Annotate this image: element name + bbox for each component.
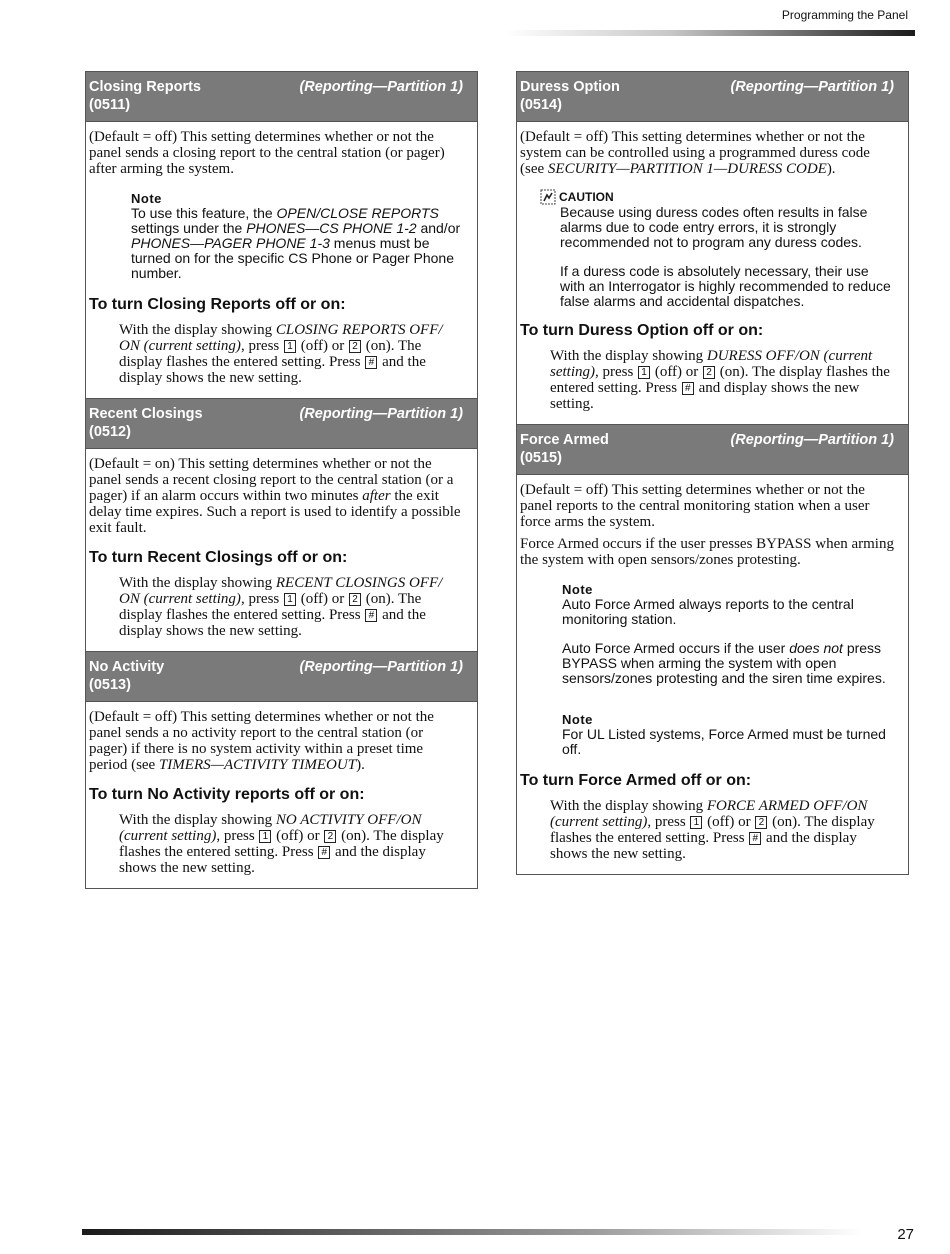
description: (Default = off) This setting determines whether or not the panel sends a no activity report to the central station (or pager) if there is no system activity within a preset time period (see TIMERS—ACTIVITY TIMEOUT). [89,709,434,773]
instruction-heading: To turn Duress Option off or on: [520,322,764,339]
instruction-heading: To turn Recent Closings off or on: [89,549,348,566]
section-code: (0511) [89,97,131,113]
section-code: (0514) [520,97,562,113]
section-title: Closing Reports [89,79,201,95]
left-column [85,71,478,889]
section-header [517,424,908,474]
section-header [86,651,477,701]
caution-text-1: Because using duress codes often results in false alarms due to code entry errors, it is strongly recommended not to program any duress codes. [560,204,868,250]
caution-label: CAUTION [559,190,614,204]
key-hash-icon: # [318,846,330,859]
key-hash-icon: # [749,832,761,845]
caution-box [540,189,896,309]
instruction-heading: To turn Closing Reports off or on: [89,296,346,313]
description: (Default = off) This setting determines whether or not the panel sends a closing report to the central station (or pager) after arming the system. [89,129,445,177]
key-2-icon: 2 [349,593,361,606]
section-partition: (Reporting—Partition 1) [299,406,463,422]
caution-hand-icon [540,189,556,205]
note-label: Note [131,191,162,206]
instruction-text: With the display showing FORCE ARMED OFF/ON (current setting), press 1 (off) or 2 (on). The display flashes the entered setting. Press # and the display shows the new setting. [550,798,875,862]
footer-gradient-bar [82,1229,862,1235]
key-1-icon: 1 [638,366,650,379]
key-2-icon: 2 [755,816,767,829]
key-1-icon: 1 [284,593,296,606]
section-recent-closings [86,398,477,651]
key-2-icon: 2 [324,830,336,843]
section-title: No Activity [89,659,165,675]
instruction-heading: To turn No Activity reports off or on: [89,786,365,803]
section-title: Duress Option [520,79,620,95]
key-hash-icon: # [365,356,377,369]
section-title: Force Armed [520,432,609,448]
header-gradient-bar [505,30,915,36]
description: (Default = on) This setting determines whether or not the panel sends a recent closing report to the central station (or a pager) if an alarm occurs within two minutes after the exit delay time expires. Such a report is used to identify a possible exit fault. [89,456,461,536]
section-no-activity [86,651,477,888]
instruction-text: With the display showing NO ACTIVITY OFF/ON (current setting), press 1 (off) or 2 (on). The display flashes the entered setting. Press # and the display shows the new setting. [119,812,444,876]
section-partition: (Reporting—Partition 1) [299,659,463,675]
section-partition: (Reporting—Partition 1) [299,79,463,95]
instruction-heading: To turn Force Armed off or on: [520,772,752,789]
note-label: Note [562,582,593,597]
section-code: (0515) [520,450,562,466]
section-body [86,121,477,398]
instruction-text: With the display showing CLOSING REPORTS OFF/ ON (current setting), press 1 (off) or 2 (on). The display flashes the entered setting. Press # and the display shows the new setting. [119,322,443,386]
note-box-2 [562,712,896,757]
section-code: (0512) [89,424,131,440]
section-body [517,474,908,874]
key-2-icon: 2 [349,340,361,353]
note-label: Note [562,712,593,727]
description: (Default = off) This setting determines whether or not the panel reports to the central monitoring station when a user force arms the system. [520,482,870,530]
right-column [516,71,909,875]
page-number: 27 [897,1226,914,1243]
note-text: For UL Listed systems, Force Armed must be turned off. [562,726,886,757]
key-1-icon: 1 [284,340,296,353]
note-box [131,191,465,281]
key-1-icon: 1 [259,830,271,843]
note-text-2: Auto Force Armed occurs if the user does not press BYPASS when arming the system with open sensors/zones protesting and the siren time expires. [562,640,886,686]
note-box-1 [562,582,896,686]
section-body [86,701,477,888]
key-hash-icon: # [365,609,377,622]
section-code: (0513) [89,677,131,693]
section-body [517,121,908,424]
section-closing-reports [86,72,477,398]
section-body [86,448,477,651]
running-header: Programming the Panel [781,8,908,22]
section-title: Recent Closings [89,406,203,422]
section-header [517,72,908,121]
instruction-text: With the display showing DURESS OFF/ON (current setting), press 1 (off) or 2 (on). The display flashes the entered setting. Press # and display shows the new setting. [550,348,890,412]
description-2: Force Armed occurs if the user presses BYPASS when arming the system with open sensors/zones protesting. [520,536,894,568]
key-1-icon: 1 [690,816,702,829]
description: (Default = off) This setting determines whether or not the system can be controlled using a programmed duress code (see SECURITY—PARTITION 1—DURESS CODE). [520,129,870,177]
section-force-armed [517,424,908,874]
section-partition: (Reporting—Partition 1) [730,79,894,95]
section-header [86,72,477,121]
note-text: Auto Force Armed always reports to the central monitoring station. [562,596,854,627]
section-header [86,398,477,448]
key-hash-icon: # [682,382,694,395]
instruction-text: With the display showing RECENT CLOSINGS OFF/ ON (current setting), press 1 (off) or 2 (on). The display flashes the entered setting. Press # and the display shows the new setting. [119,575,443,639]
caution-text-2: If a duress code is absolutely necessary, their use with an Interrogator is highly recommended to reduce false alarms and accidental dispatches. [560,263,891,309]
key-2-icon: 2 [703,366,715,379]
caution-heading [540,189,896,205]
section-duress-option [517,72,908,424]
note-text: To use this feature, the OPEN/CLOSE REPORTS settings under the PHONES—CS PHONE 1-2 and/or PHONES—PAGER PHONE 1-3 menus must be turned on for the specific CS Phone or Pager Phone number. [131,205,461,281]
section-partition: (Reporting—Partition 1) [730,432,894,448]
